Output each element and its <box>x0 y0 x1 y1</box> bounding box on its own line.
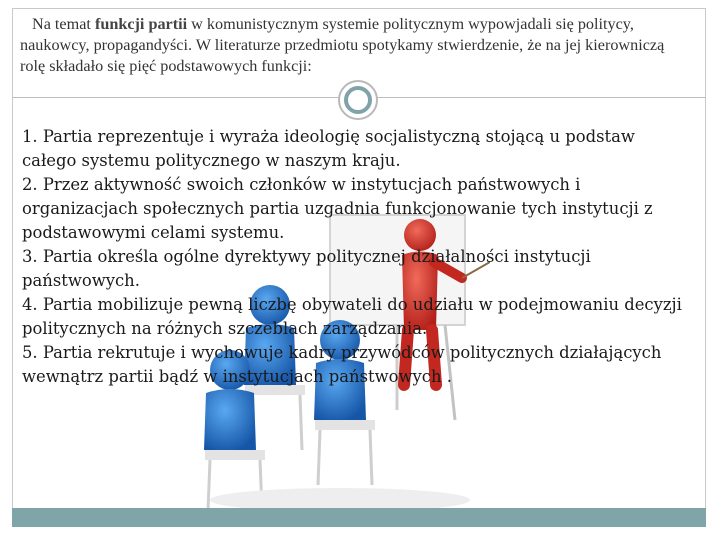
intro-paragraph <box>20 14 684 77</box>
list-item: 1. Partia reprezentuje i wyraża ideologię socjalistyczną stojącą u podstaw całego systemu politycznego w naszym kraju. <box>22 127 635 170</box>
list-item: 3. Partia określa ogólne dyrektywy politycznej działalności instytucji państwowych. <box>22 247 591 290</box>
list-item: 4. Partia mobilizuje pewną liczbę obywateli do udziału w podejmowaniu decyzji politycznych na różnych szczeblach zarządzania. <box>22 295 682 338</box>
list-item: 5. Partia rekrutuje i wychowuje kadry przywódców politycznych działających wewnątrz partii bądź w instytucjach państwowych . <box>22 343 662 386</box>
badge-ring-icon <box>344 86 372 114</box>
intro-text-after: w komunistycznym systemie politycznym wypowjadali się politycy, naukowcy, propagandyści. W literaturze przedmiotu spotykamy stwierdzenie, że na jej kierowniczą rolę składało się pięć podstawowych funkcji: <box>20 15 665 75</box>
functions-list <box>22 125 692 389</box>
divider-badge <box>338 80 378 120</box>
list-item: 2. Przez aktywność swoich członków w instytucjach państwowych i organizacjach społecznych partia uzgadnia funkcjonowanie tych instytucji z podstawowymi celami systemu. <box>22 175 653 242</box>
intro-text-bold: funkcji partii <box>94 15 188 33</box>
intro-text-before: Na temat <box>32 15 95 33</box>
footer-accent-bar <box>12 508 706 527</box>
